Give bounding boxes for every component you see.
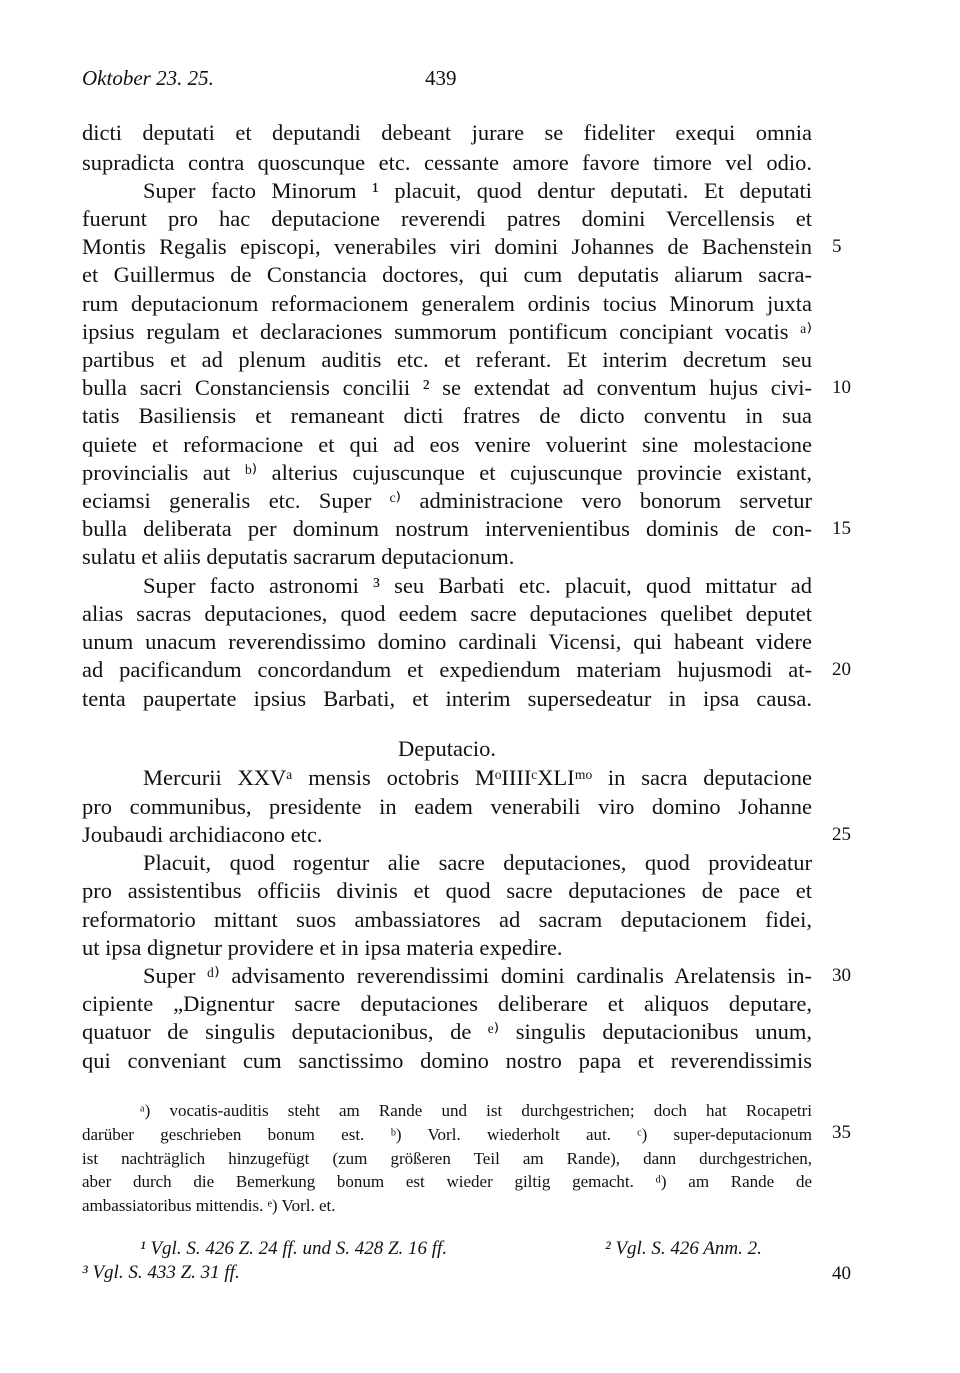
text-line: Joubaudi archidiacono etc. (82, 822, 323, 847)
text-line: ipsius regulam et declaraciones summorum pontificum concipiant vocatis ᵃ⁾ (82, 319, 812, 344)
footnote-line: ᵃ) vocatis-auditis steht am Rande und ist durchgestrichen; doch hat Rocapetri (140, 1101, 812, 1120)
margin-line-number: 5 (832, 236, 842, 257)
page-number: 439 (425, 66, 457, 90)
text-line: tatis Basiliensis et remaneant dicti fratres de dicto conventu in sua (82, 403, 812, 428)
text-line: tenta paupertate ipsius Barbati, et interim supersedeatur in ipsa causa. (82, 686, 812, 711)
text-line: Montis Regalis episcopi, venerabiles viri domini Johannes de Bachenstein (82, 234, 812, 259)
running-header (82, 66, 812, 96)
text-line: Super facto astronomi ³ seu Barbati etc. placuit, quod mittatur ad (143, 573, 812, 598)
margin-line-number: 40 (832, 1263, 851, 1284)
margin-line-number: 30 (832, 965, 851, 986)
footnote-line: darüber geschrieben bonum est. ᵇ) Vorl. wiederholt aut. ᶜ) super-deputacionum (82, 1125, 812, 1144)
text-line: rum deputacionum reformacionem generalem ordinis tocius Minorum juxta (82, 291, 812, 316)
text-line: bulla deliberata per dominum nostrum intervenientibus dominis de con- (82, 516, 812, 541)
text-line: sulatu et aliis deputatis sacrarum deputacionum. (82, 544, 515, 569)
text-line: Super facto Minorum ¹ placuit, quod dentur deputati. Et deputati (143, 178, 812, 203)
footnote-line: ist nachträglich hinzugefügt (zum größeren Teil am Rande), dann durchgestrichen, (82, 1149, 812, 1168)
text-line: quiete et reformacione et qui ad eos venire voluerint sine molestacione (82, 432, 812, 457)
text-line: eciamsi generalis etc. Super ᶜ⁾ administracione vero bonorum servetur (82, 488, 812, 513)
text-line: pro assistentibus officiis divinis et quod sacre deputaciones de pace et (82, 878, 812, 903)
footnote-line: ambassiatoribus mittendis. ᵉ) Vorl. et. (82, 1196, 336, 1215)
text-line: supradicta contra quoscunque etc. cessante amore favore timore vel odio. (82, 150, 812, 175)
footnote-line: aber durch die Bemerkung bonum est wieder giltig gemacht. ᵈ) am Rande de (82, 1172, 812, 1191)
footnote-2: ² Vgl. S. 426 Anm. 2. (605, 1238, 762, 1259)
footnote-3: ³ Vgl. S. 433 Z. 31 ff. (82, 1262, 240, 1283)
text-line: provincialis aut ᵇ⁾ alterius cujuscunque et cujuscunque provincie existant, (82, 460, 812, 485)
text-line: Super ᵈ⁾ advisamento reverendissimi domini cardinalis Arelatensis in- (143, 963, 812, 988)
margin-line-number: 25 (832, 824, 851, 845)
text-line: et Guillermus de Constancia doctores, qui cum deputatis aliarum sacra- (82, 262, 812, 287)
margin-line-number: 10 (832, 377, 851, 398)
text-line: Placuit, quod rogentur alie sacre deputaciones, quod provideatur (143, 850, 812, 875)
text-line: alias sacras deputaciones, quod eedem sacre deputaciones quelibet deputet (82, 601, 812, 626)
text-line: reformatorio mittant suos ambassiatores ad sacram deputacionem fidei, (82, 907, 812, 932)
margin-line-number: 35 (832, 1122, 851, 1143)
text-line: quatuor de singulis deputacionibus, de ᵉ⁾ singulis deputacionibus unum, (82, 1019, 812, 1044)
text-line: ad pacificandum concordandum et expediendum materiam hujusmodi at- (82, 657, 812, 682)
text-line: cipiente „Dignentur sacre deputaciones deliberare et aliquos deputare, (82, 991, 812, 1016)
section-title: Deputacio. (397, 736, 497, 761)
text-line: qui conveniant cum sanctissimo domino nostro papa et reverendissimis (82, 1048, 812, 1073)
text-line: bulla sacri Constanciensis concilii ² se extendat ad conventum hujus civi- (82, 375, 812, 400)
text-line: unum unacum reverendissimo domino cardinali Vicensi, qui habeant videre (82, 629, 812, 654)
text-line: ut ipsa dignetur providere et in ipsa materia expedire. (82, 935, 563, 960)
footnote-1: ¹ Vgl. S. 426 Z. 24 ff. und S. 428 Z. 16 ff. (140, 1238, 448, 1259)
text-line: Mercurii XXVᵃ mensis octobris MᵒIIIIᶜXLIᵐᵒ in sacra deputacione (143, 765, 812, 790)
header-date: Oktober 23. 25. (82, 66, 214, 90)
text-line: dicti deputati et deputandi debeant jurare se fideliter exequi omnia (82, 120, 812, 145)
text-line: pro communibus, presidente in eadem venerabili viro domino Johanne (82, 794, 812, 819)
text-line: partibus et ad plenum auditis etc. et referant. Et interim decretum seu (82, 347, 812, 372)
margin-line-number: 20 (832, 659, 851, 680)
margin-line-number: 15 (832, 518, 851, 539)
text-line: fuerunt pro hac deputacione reverendi patres domini Vercellensis et (82, 206, 812, 231)
